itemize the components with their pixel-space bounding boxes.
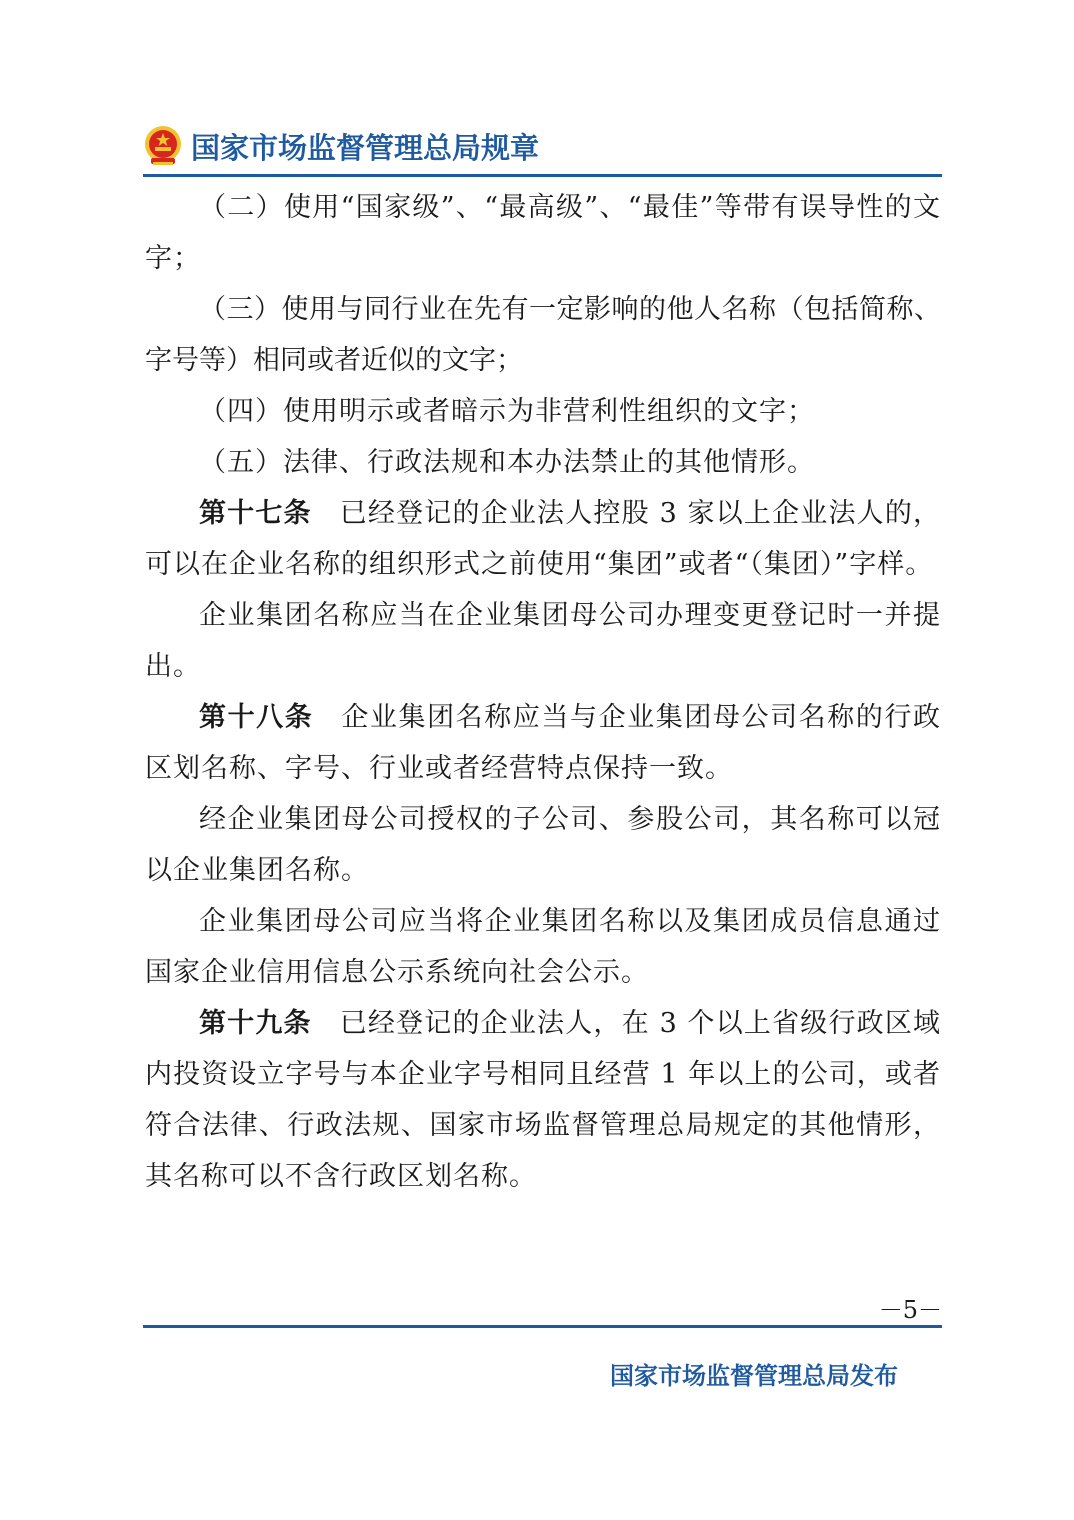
article-heading: 第十七条 <box>199 498 312 529</box>
paragraph-item-3: （三）使用与同行业在先有一定影响的他人名称（包括简称、字号等）相同或者近似的文字； <box>145 294 941 376</box>
article-heading: 第十八条 <box>199 702 314 733</box>
page-number: －5－ <box>878 1296 942 1324</box>
national-emblem-icon <box>143 124 183 168</box>
paragraph-item-2: （二）使用“国家级”、“最高级”、“最佳”等带有误导性的文字； <box>145 192 941 274</box>
paragraph-group-name-submission: 企业集团名称应当在企业集团母公司办理变更登记时一并提出。 <box>145 600 941 682</box>
header-title: 国家市场监督管理总局规章 <box>191 130 540 165</box>
document-body <box>145 182 941 1202</box>
article-heading: 第十九条 <box>199 1008 312 1039</box>
paragraph-public-disclosure: 企业集团母公司应当将企业集团名称以及集团成员信息通过国家企业信用信息公示系统向社会公示。 <box>145 906 941 988</box>
page-header <box>143 120 539 172</box>
paragraph-item-4: （四）使用明示或者暗示为非营利性组织的文字； <box>199 396 815 427</box>
paragraph-item-5: （五）法律、行政法规和本办法禁止的其他情形。 <box>199 447 815 478</box>
article-19: 第十九条 已经登记的企业法人，在 3 个以上省级行政区域内投资设立字号与本企业字号相同且经营 1 年以上的公司，或者符合法律、行政法规、国家市场监督管理总局规定的其他情形，其名称可以不含行政区划名称。 <box>145 1008 942 1192</box>
footer-publisher: 国家市场监督管理总局发布 <box>610 1362 898 1390</box>
header-divider <box>143 174 942 177</box>
article-17: 第十七条 已经登记的企业法人控股 3 家以上企业法人的，可以在企业名称的组织形式之前使用“集团”或者“（集团）”字样。 <box>145 498 942 580</box>
footer-divider <box>143 1325 942 1328</box>
paragraph-subsidiary-name: 经企业集团母公司授权的子公司、参股公司，其名称可以冠以企业集团名称。 <box>145 804 941 886</box>
article-18: 第十八条 企业集团名称应当与企业集团母公司名称的行政区划名称、字号、行业或者经营特点保持一致。 <box>145 702 942 784</box>
